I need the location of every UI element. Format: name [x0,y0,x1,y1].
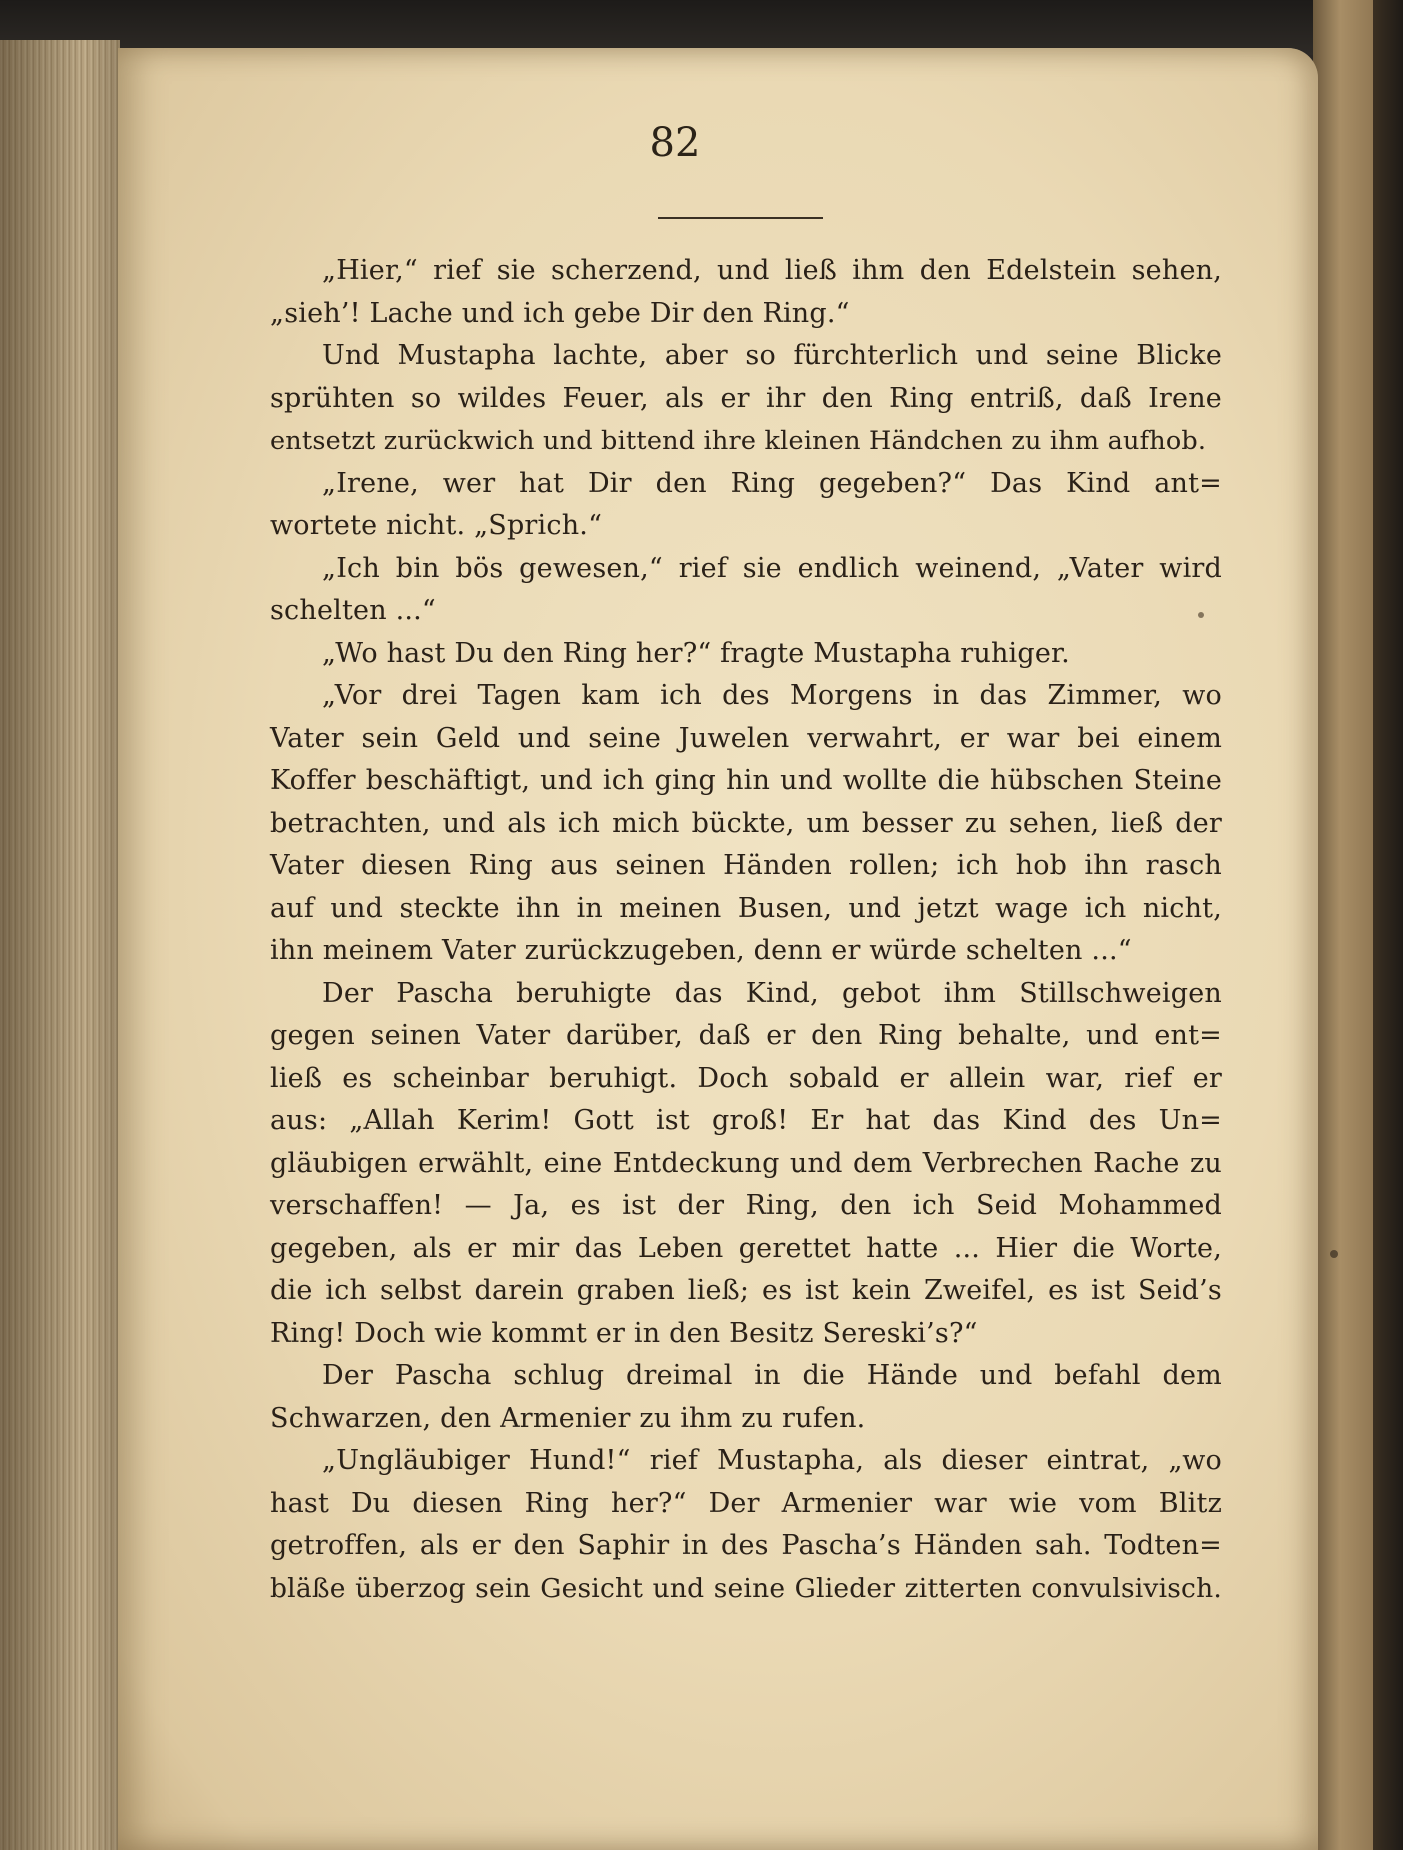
text-line: bläße überzog sein Gesicht und seine Glieder zitterten convulsivisch. [270,1572,1222,1604]
text-line: ließ es scheinbar beruhigt. Doch sobald er allein war, rief er [270,1062,1222,1094]
ink-speck [1330,1250,1338,1258]
text-line: Koffer beschäftigt, und ich ging hin und wollte die hübschen Steine [270,765,1222,796]
header-rule [658,217,823,219]
text-line: hast Du diesen Ring her?“ Der Armenier war wie vom Blitz [270,1487,1222,1519]
text-line: Schwarzen, den Armenier zu ihm zu rufen. [270,1402,866,1434]
text-line: „Ich bin bös gewesen,“ rief sie endlich weinend, „Vater wird [322,552,1222,584]
text-line: betrachten, und als ich mich bückte, um besser zu sehen, ließ der [270,807,1222,839]
text-line: Und Mustapha lachte, aber so fürchterlich und seine Blicke [322,340,1222,371]
text-line: Ring! Doch wie kommt er in den Besitz Sereski’s?“ [270,1317,978,1349]
text-line: „Vor drei Tagen kam ich des Morgens in das Zimmer, wo [322,680,1222,711]
text-line: auf und steckte ihn in meinen Busen, und jetzt wage ich nicht, [270,892,1222,924]
text-line: ihn meinem Vater zurückzugeben, denn er würde schelten ...“ [270,935,1132,966]
text-line: wortete nicht. „Sprich.“ [270,510,603,541]
body-text [270,250,1222,1610]
text-line: entsetzt zurückwich und bittend ihre kleinen Händchen zu ihm aufhob. [270,426,1207,456]
text-line: die ich selbst darein graben ließ; es ist kein Zweifel, es ist Seid’s [270,1275,1222,1306]
text-line: gegeben, als er mir das Leben gerettet hatte ... Hier die Worte, [270,1232,1222,1264]
scan-background-right [1373,0,1403,1850]
text-line: „Wo hast Du den Ring her?“ fragte Mustapha ruhiger. [322,637,1070,669]
scan-background-top [0,0,1403,55]
text-line: Vater diesen Ring aus seinen Händen rollen; ich hob ihn rasch [270,850,1222,881]
text-line: schelten ...“ [270,595,436,626]
text-line: verschaffen! — Ja, es ist der Ring, den ich Seid Mohammed [270,1190,1222,1221]
ink-speck [1198,612,1204,618]
text-line: aus: „Allah Kerim! Gott ist groß! Er hat das Kind des Un= [270,1105,1222,1136]
page-edges-shadow [0,40,120,1850]
text-line: Der Pascha beruhigte das Kind, gebot ihm Stillschweigen [322,977,1222,1009]
text-line: „sieh’! Lache und ich gebe Dir den Ring.“ [270,297,850,329]
text-line: „Irene, wer hat Dir den Ring gegeben?“ Das Kind ant= [322,467,1222,499]
text-line: getroffen, als er den Saphir in des Pascha’s Händen sah. Todten= [270,1530,1222,1561]
page-number: 82 [649,120,701,166]
text-line: gläubigen erwählt, eine Entdeckung und dem Verbrechen Rache zu [270,1147,1222,1179]
text-line: „Hier,“ rief sie scherzend, und ließ ihm den Edelstein sehen, [322,255,1222,286]
text-line: „Ungläubiger Hund!“ rief Mustapha, als dieser eintrat, „wo [322,1445,1222,1476]
text-line: Der Pascha schlug dreimal in die Hände und befahl dem [322,1360,1222,1391]
text-line: sprühten so wildes Feuer, als er ihr den Ring entriß, daß Irene [270,382,1222,414]
text-line: Vater sein Geld und seine Juwelen verwahrt, er war bei einem [270,722,1222,754]
text-line: gegen seinen Vater darüber, daß er den Ring behalte, und ent= [270,1020,1222,1051]
